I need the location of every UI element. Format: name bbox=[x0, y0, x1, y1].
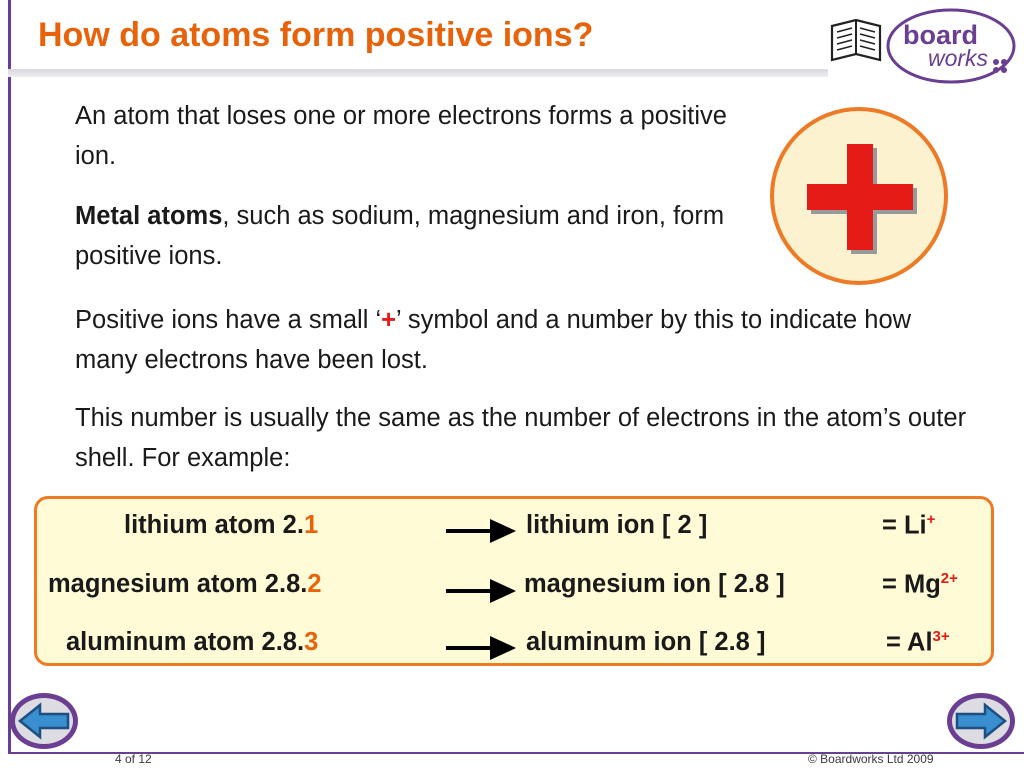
magnesium-symbol-text: = Mg bbox=[882, 570, 941, 599]
aluminum-atom-label bbox=[66, 628, 318, 657]
metal-atoms-bold: Metal atoms bbox=[75, 202, 223, 230]
paragraph-plus-symbol bbox=[75, 300, 980, 380]
arrow-right-icon bbox=[446, 634, 518, 662]
boardworks-logo bbox=[828, 6, 1018, 84]
logo-word-board: board bbox=[903, 20, 979, 50]
magnesium-atom-text: magnesium atom 2.8. bbox=[48, 570, 308, 598]
magnesium-ion-symbol bbox=[882, 570, 958, 600]
arrow-right-icon bbox=[446, 577, 518, 605]
aluminum-charge: 3+ bbox=[932, 628, 950, 645]
lithium-ion-label: lithium ion [ 2 ] bbox=[526, 511, 708, 539]
paragraph-metal-atoms bbox=[75, 196, 735, 276]
left-border-rule bbox=[8, 0, 11, 752]
aluminum-ion-symbol bbox=[886, 628, 950, 658]
aluminum-ion-label: aluminum ion [ 2.8 ] bbox=[526, 628, 766, 656]
logo-word-works: works bbox=[928, 45, 989, 71]
plus-text-after: ’ symbol and a number by this to indicate how many electrons have been lost. bbox=[75, 306, 912, 374]
lithium-atom-text: lithium atom 2. bbox=[124, 511, 304, 539]
plus-text-before: Positive ions have a small ‘ bbox=[75, 306, 382, 334]
aluminum-atom-text: aluminum atom 2.8. bbox=[66, 628, 305, 656]
aluminum-symbol-text: = Al bbox=[886, 628, 933, 657]
arrow-right-icon bbox=[446, 517, 518, 545]
lithium-symbol-text: = Li bbox=[882, 511, 927, 540]
lithium-charge: + bbox=[926, 511, 936, 528]
open-book-icon bbox=[832, 20, 880, 60]
red-plus-icon bbox=[768, 105, 950, 287]
previous-slide-button[interactable] bbox=[6, 690, 82, 752]
magnesium-charge: 2+ bbox=[940, 570, 958, 587]
magnesium-outer-electrons: 2 bbox=[307, 570, 322, 598]
lithium-outer-electrons: 1 bbox=[303, 511, 319, 539]
slide-title: How do atoms form positive ions? bbox=[38, 16, 594, 54]
next-slide-button[interactable] bbox=[943, 690, 1019, 752]
small-plus-symbol: + bbox=[381, 306, 397, 334]
paragraph-outer-shell: This number is usually the same as the number of electrons in the atom’s outer shell. For example: bbox=[75, 404, 967, 472]
lithium-atom-label bbox=[124, 511, 318, 540]
magnesium-ion-label: magnesium ion [ 2.8 ] bbox=[524, 570, 785, 598]
metal-atoms-rest: , such as sodium, magnesium and iron, form positive ions. bbox=[75, 202, 725, 270]
paragraph-lose-electrons: An atom that loses one or more electrons forms a positive ion. bbox=[75, 102, 727, 170]
aluminum-outer-electrons: 3 bbox=[304, 628, 319, 656]
page-number: 4 of 12 bbox=[115, 752, 152, 766]
copyright-notice: © Boardworks Ltd 2009 bbox=[808, 752, 934, 766]
magnesium-atom-label bbox=[48, 570, 322, 599]
lithium-ion-symbol bbox=[882, 511, 935, 541]
title-underline bbox=[8, 69, 828, 77]
